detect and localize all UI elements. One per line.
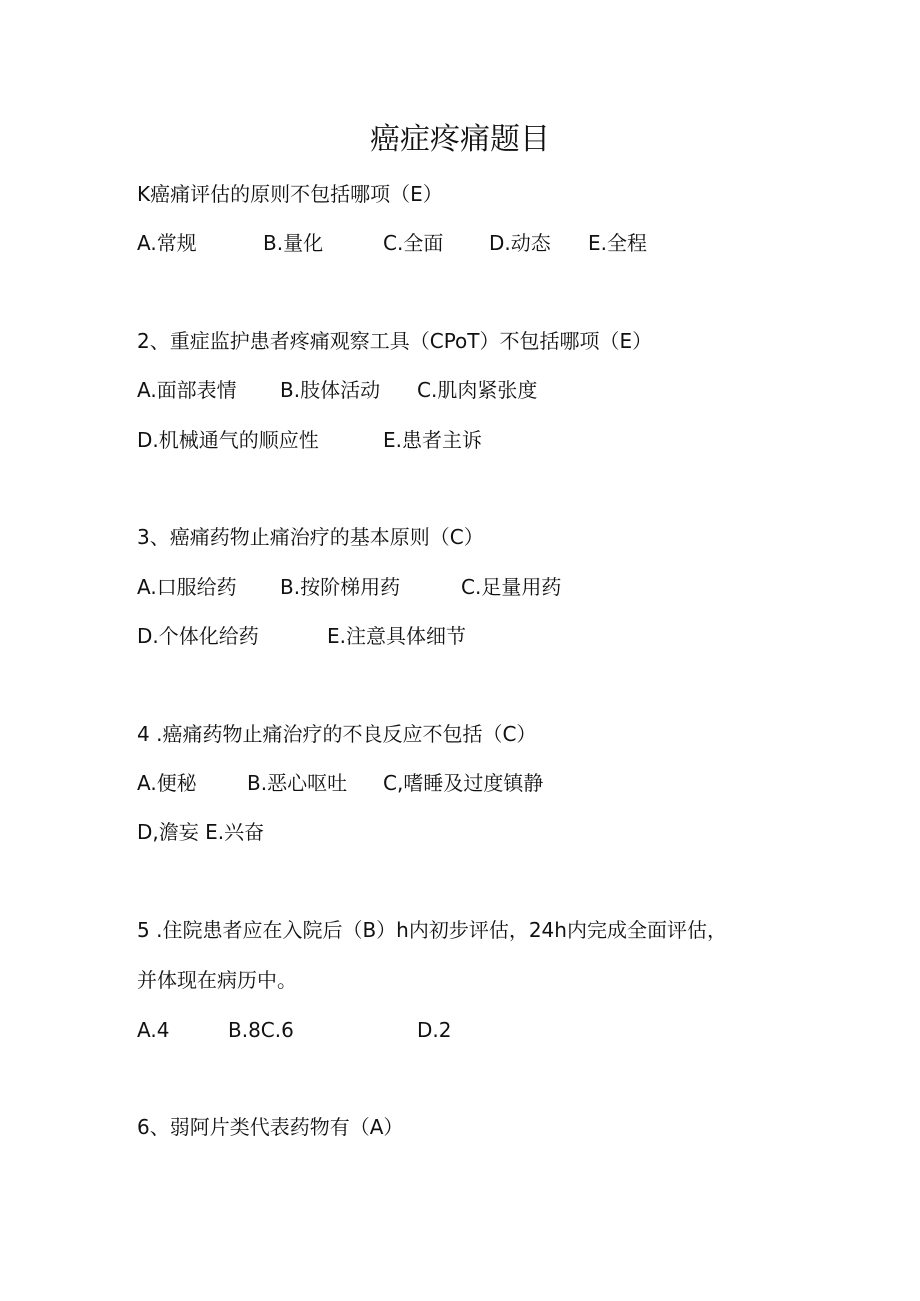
option-c: C.肌肉紧张度 [417,378,538,402]
option-e: E.患者主诉 [383,428,482,452]
question-5-options [137,1016,697,1044]
option-a: A.面部表情 [137,378,237,402]
question-4-options-row-2 [137,818,697,846]
option-b-c: B.8C.6 [228,1018,294,1042]
question-6: 6、弱阿片类代表药物有（A） [137,1115,404,1139]
question-5: 5 .住院患者应在入院后（B）h内初步评估，24h内完成全面评估， [137,918,727,942]
option-d: D.动态 [489,231,551,255]
option-a: A.便秘 [137,771,197,795]
question-4: 4 .癌痛药物止痛治疗的不良反应不包括（C） [137,722,537,746]
option-a: A.口服给药 [137,575,237,599]
option-d: D.2 [417,1018,452,1042]
document-title: 癌症疼痛题目 [370,122,550,157]
question-1-options [137,229,697,257]
question-4-options-row-1 [137,769,697,797]
option-c: C.足量用药 [461,575,562,599]
option-b: B.量化 [263,231,324,255]
question-2-options-row-1 [137,376,697,404]
option-e: E.注意具体细节 [327,624,466,648]
option-a: A.常规 [137,231,197,255]
question-3-options-row-1 [137,573,697,601]
question-1: K癌痛评估的原则不包括哪项（E） [137,182,443,206]
option-b: B.肢体活动 [280,378,381,402]
option-a: A.4 [137,1018,170,1042]
question-3-options-row-2 [137,622,697,650]
option-c: C,嗜睡及过度镇静 [383,771,544,795]
option-b: B.恶心呕吐 [247,771,348,795]
question-5-continued: 并体现在病历中。 [137,968,297,992]
option-d: D.机械通气的顺应性 [137,428,319,452]
question-3: 3、癌痛药物止痛治疗的基本原则（C） [137,525,484,549]
question-2-options-row-2 [137,426,697,454]
option-b: B.按阶梯用药 [280,575,401,599]
option-d-e: D,澹妄 E.兴奋 [137,820,265,844]
option-e: E.全程 [588,231,647,255]
option-d: D.个体化给药 [137,624,259,648]
option-c: C.全面 [383,231,444,255]
question-2: 2、重症监护患者疼痛观察工具（CPoT）不包括哪项（E） [137,329,653,353]
